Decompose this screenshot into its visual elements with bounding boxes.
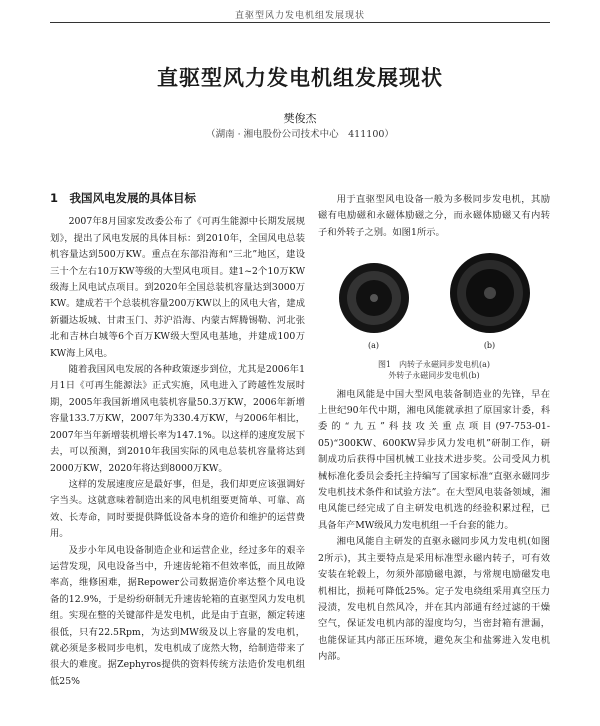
paragraph: 湘电风能自主研发的直驱永磁同步风力发电机(如图2所示)，其主要特点是采用标准型永磁内转子，可有效安装在轮毂上，勿须外部励磁电源，与常规电励磁发电机相比，损耗可降低25%。定子发电绕组采用真空压力浸渍，发电机自然风冷，并在其内部通有经过滤的干燥空气，保证发电机内部的湿度均匀，当密封箱有泄漏，也能保证其内部正压环境，避免灰尘和盐雾进入发电机内部。: [318, 536, 550, 663]
outer-rotor-generator-diagram: [446, 251, 534, 335]
paragraph: 这样的发展速度应是最好事，但是，我们却更应该强调好字当头。这就意味着制造出来的风电机组要更简单、可靠、高效、长寿命，同时要提供降低设备本身的造价和维护的运营费用。: [50, 478, 305, 540]
paragraph: 及步小年风电设备制造企业和运营企业，经过多年的艰辛运营发现，风电设备当中，升速齿轮箱不但效率低，而且故障率高，维修困难，据Repower公司数据造价率达整个风电设备的12.9%，于是纷纷研制无升速齿轮箱的直驱型风力发电机组。实现在整的关键部件是发电机，此是由于直驱，额定转速很低，只有22.5Rpm，为达到MW级及以上容量的发电机，就必须是多极同步电机，发电机成了庞然大物，给制造带来了很大的难度。据Zephyros提供的资料传统方法造价发电机组低25%: [50, 544, 305, 687]
figure-label-b: (b): [483, 341, 496, 351]
section-heading: 1 我国风电发展的具体目标: [50, 191, 197, 205]
author: 樊俊杰: [283, 112, 317, 125]
inner-rotor-generator-diagram: [335, 261, 413, 335]
figure-label-a: (a): [367, 341, 379, 351]
running-head: 直驱型风力发电机组发展现状: [234, 11, 365, 21]
paragraph: 2007年8月国家发改委公布了《可再生能源中长期发展规划》，提出了风电发展的具体目标：到2010年，全国风电总装机容量达到500万KW。重点在东部沿海和“三北”地区，建设三十个左右10万KW等级的大型风电项目。建1~2个10万KW级海上风电试点项目。到2020年全国总装机容量达到3000万KW。建成若干个总装机容量200万KW以上的风电大省，建成新疆达坂城、甘肃玉门、苏沪沿海、内蒙古辉腾锡勒、河北张北和吉林白城等6个百万KW级大型风电基地，并建成100万KW海上风电。: [50, 216, 305, 359]
left-column: [50, 192, 305, 690]
paragraph: 湘电风能是中国大型风电装备制造业的先锋，早在上世纪90年代中期，湘电风能就承担了原国家计委，科委的“九五”科技攻关重点项目(97-753-01-05)“300KW、600KW异步风力发电机”研制工作，研制成功后获得中国机械工业技术进步奖。公司受风力机械标准化委员会委托主持编写了国家标准“直驱永磁同步发电机技术条件和试验方法”。在大型风电装备领域，湘电风能已经完成了自主研发电机选的经验积累过程，已具备年产MW级风力发电机组一千台套的能力。: [318, 388, 550, 531]
paragraph: 用于直驱型风电设备一般为多极同步发电机，其励磁有电励磁和永磁体励磁之分，而永磁体励磁又有内转子和外转子之别。如图1所示。: [318, 194, 550, 238]
header-rule: [50, 22, 550, 23]
paragraph: 随着我国风电发展的各种政策逐步到位，尤其是2006年1月1日《可再生能源法》正式实施，风电进入了跨越性发展时期，2005年我国新增风电装机容量50.3万KW，2006年新增容量133.7万KW，2007年为330.4万KW，与2006年相比，2007年当年新增装机增长率为147.1%。以这样的速度发展下去，可以预测，到2010年我国实际的风电总装机容量将达到2000万KW，2020年将达到8000万KW。: [50, 364, 305, 474]
figure-1: [318, 251, 550, 380]
affiliation: （湖南 · 湘电股份公司技术中心 411100）: [206, 129, 394, 140]
figure-caption: 图1 内转子永磁同步发电机(a) 外转子永磁同步发电机(b): [377, 359, 491, 380]
right-column: [318, 192, 550, 666]
article-title: 直驱型风力发电机组发展现状: [157, 65, 443, 90]
